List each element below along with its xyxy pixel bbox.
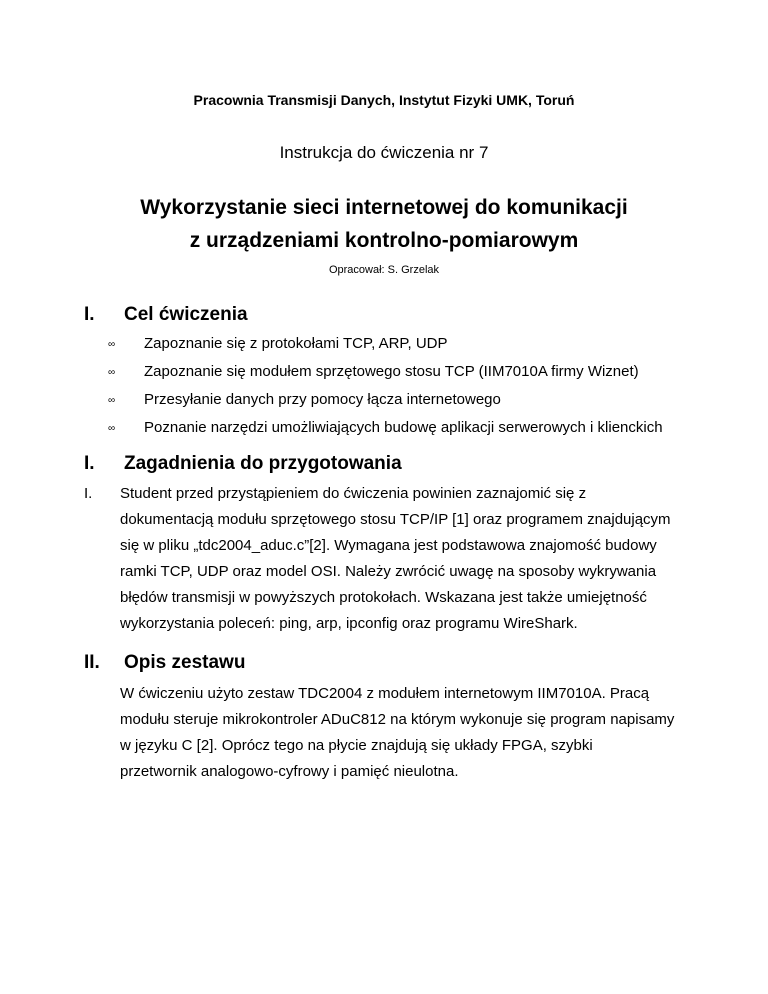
institution-header: Pracownia Transmisji Danych, Instytut Fizyki UMK, Toruń [193, 92, 575, 108]
list-item-text: Przesyłanie danych przy pomocy łącza internetowego [144, 391, 501, 408]
document-title-line-1: Wykorzystanie sieci internetowej do komunikacji [140, 196, 628, 219]
paragraph-line: ramki TCP, UDP oraz model OSI. Należy zwrócić uwagę na sposoby wykrywania [120, 563, 657, 580]
paragraph-line: w języku C [2]. Oprócz tego na płycie znajdują się układy FPGA, szybki [120, 737, 593, 754]
section-title: Cel ćwiczenia [124, 304, 248, 325]
section-number: I. [84, 453, 95, 474]
instruction-number: Instrukcja do ćwiczenia nr 7 [279, 143, 489, 162]
list-item-text: Zapoznanie się z protokołami TCP, ARP, UDP [144, 335, 448, 352]
section-title: Zagadnienia do przygotowania [124, 453, 402, 474]
section-heading-setup [84, 651, 384, 675]
author-credit: Opracował: S. Grzelak [328, 264, 440, 276]
section-number: II. [84, 652, 100, 673]
paragraph-line: przetwornik analogowo-cyfrowy i pamięć nieulotna. [120, 763, 459, 780]
setup-paragraph [120, 681, 675, 785]
section-number: I. [84, 304, 95, 325]
section-title: Opis zestawu [124, 652, 246, 673]
paragraph-line: wykorzystania poleceń: ping, arp, ipconfig oraz programu WireShark. [120, 615, 578, 632]
paragraph-line: modułu steruje mikrokontroler ADuC812 na którym wykonuje się program napisamy [120, 711, 675, 728]
bullet-icon: ∞ [108, 339, 116, 350]
paragraph-line: Student przed przystąpieniem do ćwiczenia powinien zaznajomić się z [120, 485, 587, 502]
paragraph-line: się w pliku „tdc2004_aduc.c”[2]. Wymagana jest podstawowa znajomość budowy [120, 537, 657, 554]
bullet-icon: ∞ [108, 395, 116, 406]
bullet-icon: ∞ [108, 423, 116, 434]
list-item-text: Poznanie narzędzi umożliwiających budowę aplikacji serwerowych i klienckich [144, 419, 663, 436]
bullet-icon: ∞ [108, 367, 116, 378]
list-item-text: Zapoznanie się modułem sprzętowego stosu TCP (IIM7010A firmy Wiznet) [144, 363, 639, 380]
section-heading-goal [84, 303, 384, 327]
paragraph-line: błędów transmisji w powyższych protokołach. Wskazana jest także umiejętność [120, 589, 647, 606]
section-heading-preparation [84, 452, 484, 476]
paragraph-number: I. [84, 485, 93, 502]
paragraph-line: W ćwiczeniu użyto zestaw TDC2004 z modułem internetowym IIM7010A. Pracą [120, 685, 650, 702]
preparation-paragraph [120, 481, 671, 637]
paragraph-line: dokumentacją modułu sprzętowego stosu TCP/IP [1] oraz programem znajdującym [120, 511, 671, 528]
document-title-line-2: z urządzeniami kontrolno-pomiarowym [189, 229, 579, 252]
